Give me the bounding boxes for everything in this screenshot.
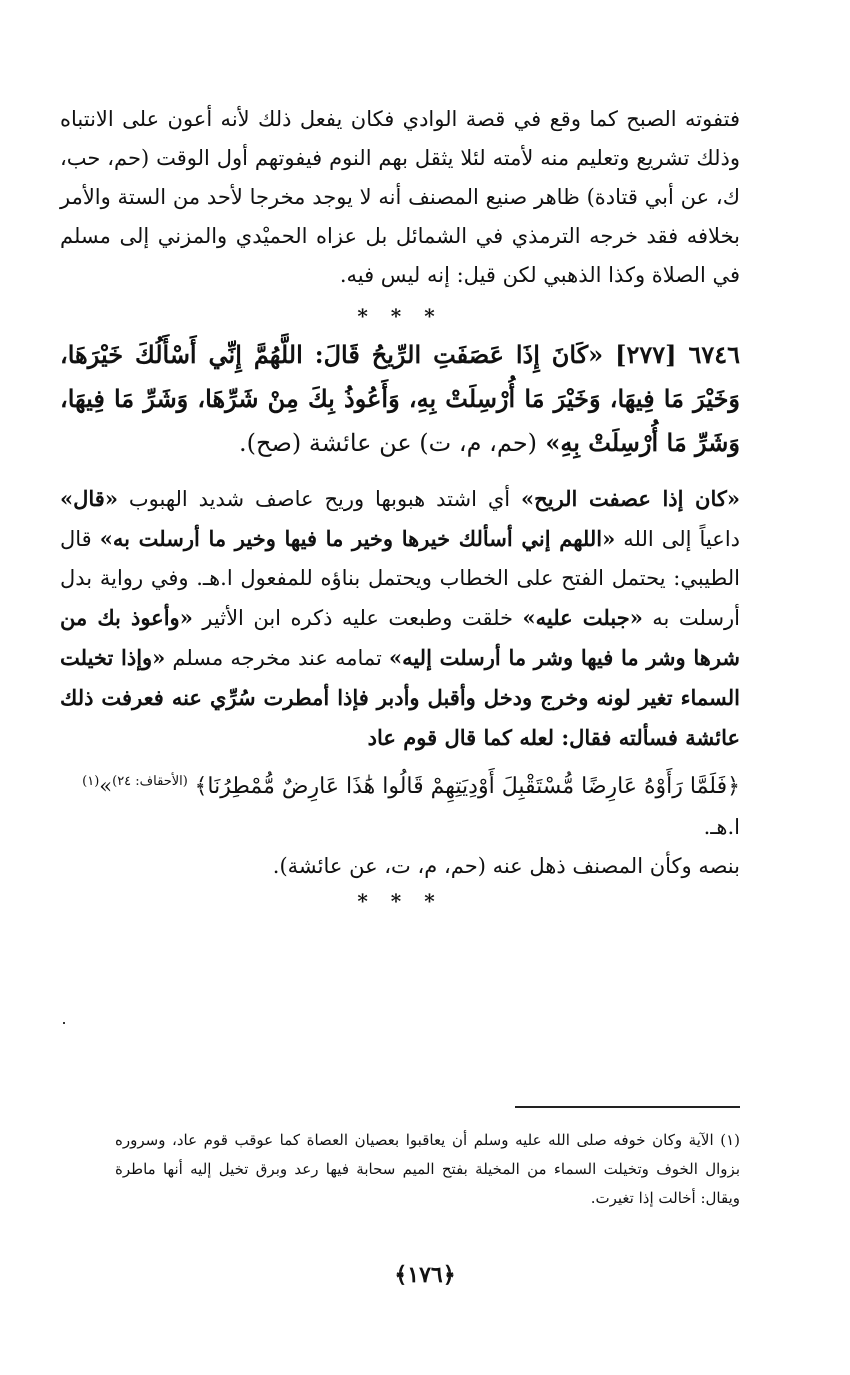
- hadith-block: [60, 333, 740, 465]
- commentary-text-2: داعياً إلى الله: [615, 527, 741, 551]
- verse-close-quote: »: [99, 774, 113, 798]
- intro-paragraph: فتفوته الصبح كما وقع في قصة الوادي فكان يفعل ذلك لأنه أعون على الانتباه وذلك تشريع وتعليم منه لأمته لئلا يثقل بهم النوم فيفوتهم أول الوقت (حم، حب، ك، عن أبي قتادة) ظاهر صنيع المصنف أنه لا يوجد مخرجا لأحد من الستة والأمر بخلافه فقد خرجه الترمذي في الشمائل بل عزاه الحميْدي والمزني إلى مسلم في الصلاة وكذا الذهبي لكن قيل: إنه ليس فيه.: [60, 107, 740, 287]
- quran-verse: ﴿فَلَمَّا رَأَوْهُ عَارِضًا مُّسْتَقْبِلَ أَوْدِيَتِهِمْ قَالُوا هَٰذَا عَارِضٌ مُّمْطِرُنَا﴾: [194, 774, 740, 799]
- footnote-marker: (١): [82, 774, 100, 789]
- verse-line: [60, 762, 740, 847]
- commentary-bold-3: «اللهم إني أسألك خيرها وخير ما فيها وخير ما أرسلت به»: [99, 526, 616, 551]
- commentary-bold-4: «جبلت عليه»: [522, 605, 643, 630]
- commentary-paragraph: [60, 479, 740, 758]
- hadith-text: «كَانَ إِذَا عَصَفَتِ الرِّيحُ قَالَ: اللَّهُمَّ إِنِّي أَسْأَلُكَ خَيْرَهَا، وَخَيْرَ مَا فِيهَا، وَخَيْرَ مَا أُرْسِلَتْ بِهِ، وَأَعُوذُ بِكَ مِنْ شَرِّهَا، وَشَرِّ مَا فِيهَا، وَشَرِّ مَا أُرْسِلَتْ بِهِ»: [60, 340, 740, 457]
- main-text: [60, 100, 740, 916]
- verse-after: ا.هـ.: [703, 815, 740, 839]
- hadith-source: (حم، م، ت) عن عائشة (صح).: [239, 429, 538, 457]
- commentary-text-3: قال الطيبي: يحتمل الفتح على الخطاب ويحتمل بناؤه للمفعول ا.هـ. وفي رواية بدل أرسلت به: [60, 527, 741, 630]
- verse-reference: (الأحقاف: ٢٤): [112, 774, 188, 789]
- commentary-text-5: تمامه عند مخرجه مسلم: [165, 646, 389, 670]
- commentary-bold-1: «كان إذا عصفت الريح»: [521, 486, 740, 511]
- section-separator-2: * * *: [357, 889, 443, 913]
- commentary-text-1: أي اشتد هبوبها وريح عاصف شديد الهبوب: [117, 487, 522, 511]
- page-number: ﴿١٧٦﴾: [394, 1262, 456, 1288]
- hadith-number: ٦٧٤٦ [٢٧٧]: [615, 340, 740, 369]
- section-separator: * * *: [357, 304, 443, 328]
- commentary-text-4: خلقت وطبعت عليه ذكره ابن الأثير: [192, 606, 523, 630]
- commentary-bold-6: «وإذا تخيلت السماء تغير لونه وخرج ودخل وأقبل وأدبر فإذا أمطرت سُرِّي عنه فعرفت ذلك عائشة فسألته فقال: لعله كما قال قوم عاد: [60, 645, 740, 750]
- footnote-text: (١) الآية وكان خوفه صلى الله عليه وسلم أن يعاقبوا بعصيان العصاة كما عوقب قوم عاد، وسروره بزوال الخوف وتخيلت السماء من المخيلة بفتح الميم سحابة فيها رعد وبرق تخيل إليه أنها ماطرة ويقال: أخالت إذا تغيرت.: [115, 1131, 740, 1207]
- commentary-bold-2: «قال»: [60, 486, 118, 511]
- footnote-divider: [515, 1106, 740, 1108]
- closing-line: بنصه وكأن المصنف ذهل عنه (حم، م، ت، عن عائشة).: [272, 854, 740, 878]
- commentary-bold-5: «وأعوذ بك من شرها وشر ما فيها وشر ما أرسلت إليه»: [60, 605, 740, 670]
- scan-speck: [63, 1022, 65, 1024]
